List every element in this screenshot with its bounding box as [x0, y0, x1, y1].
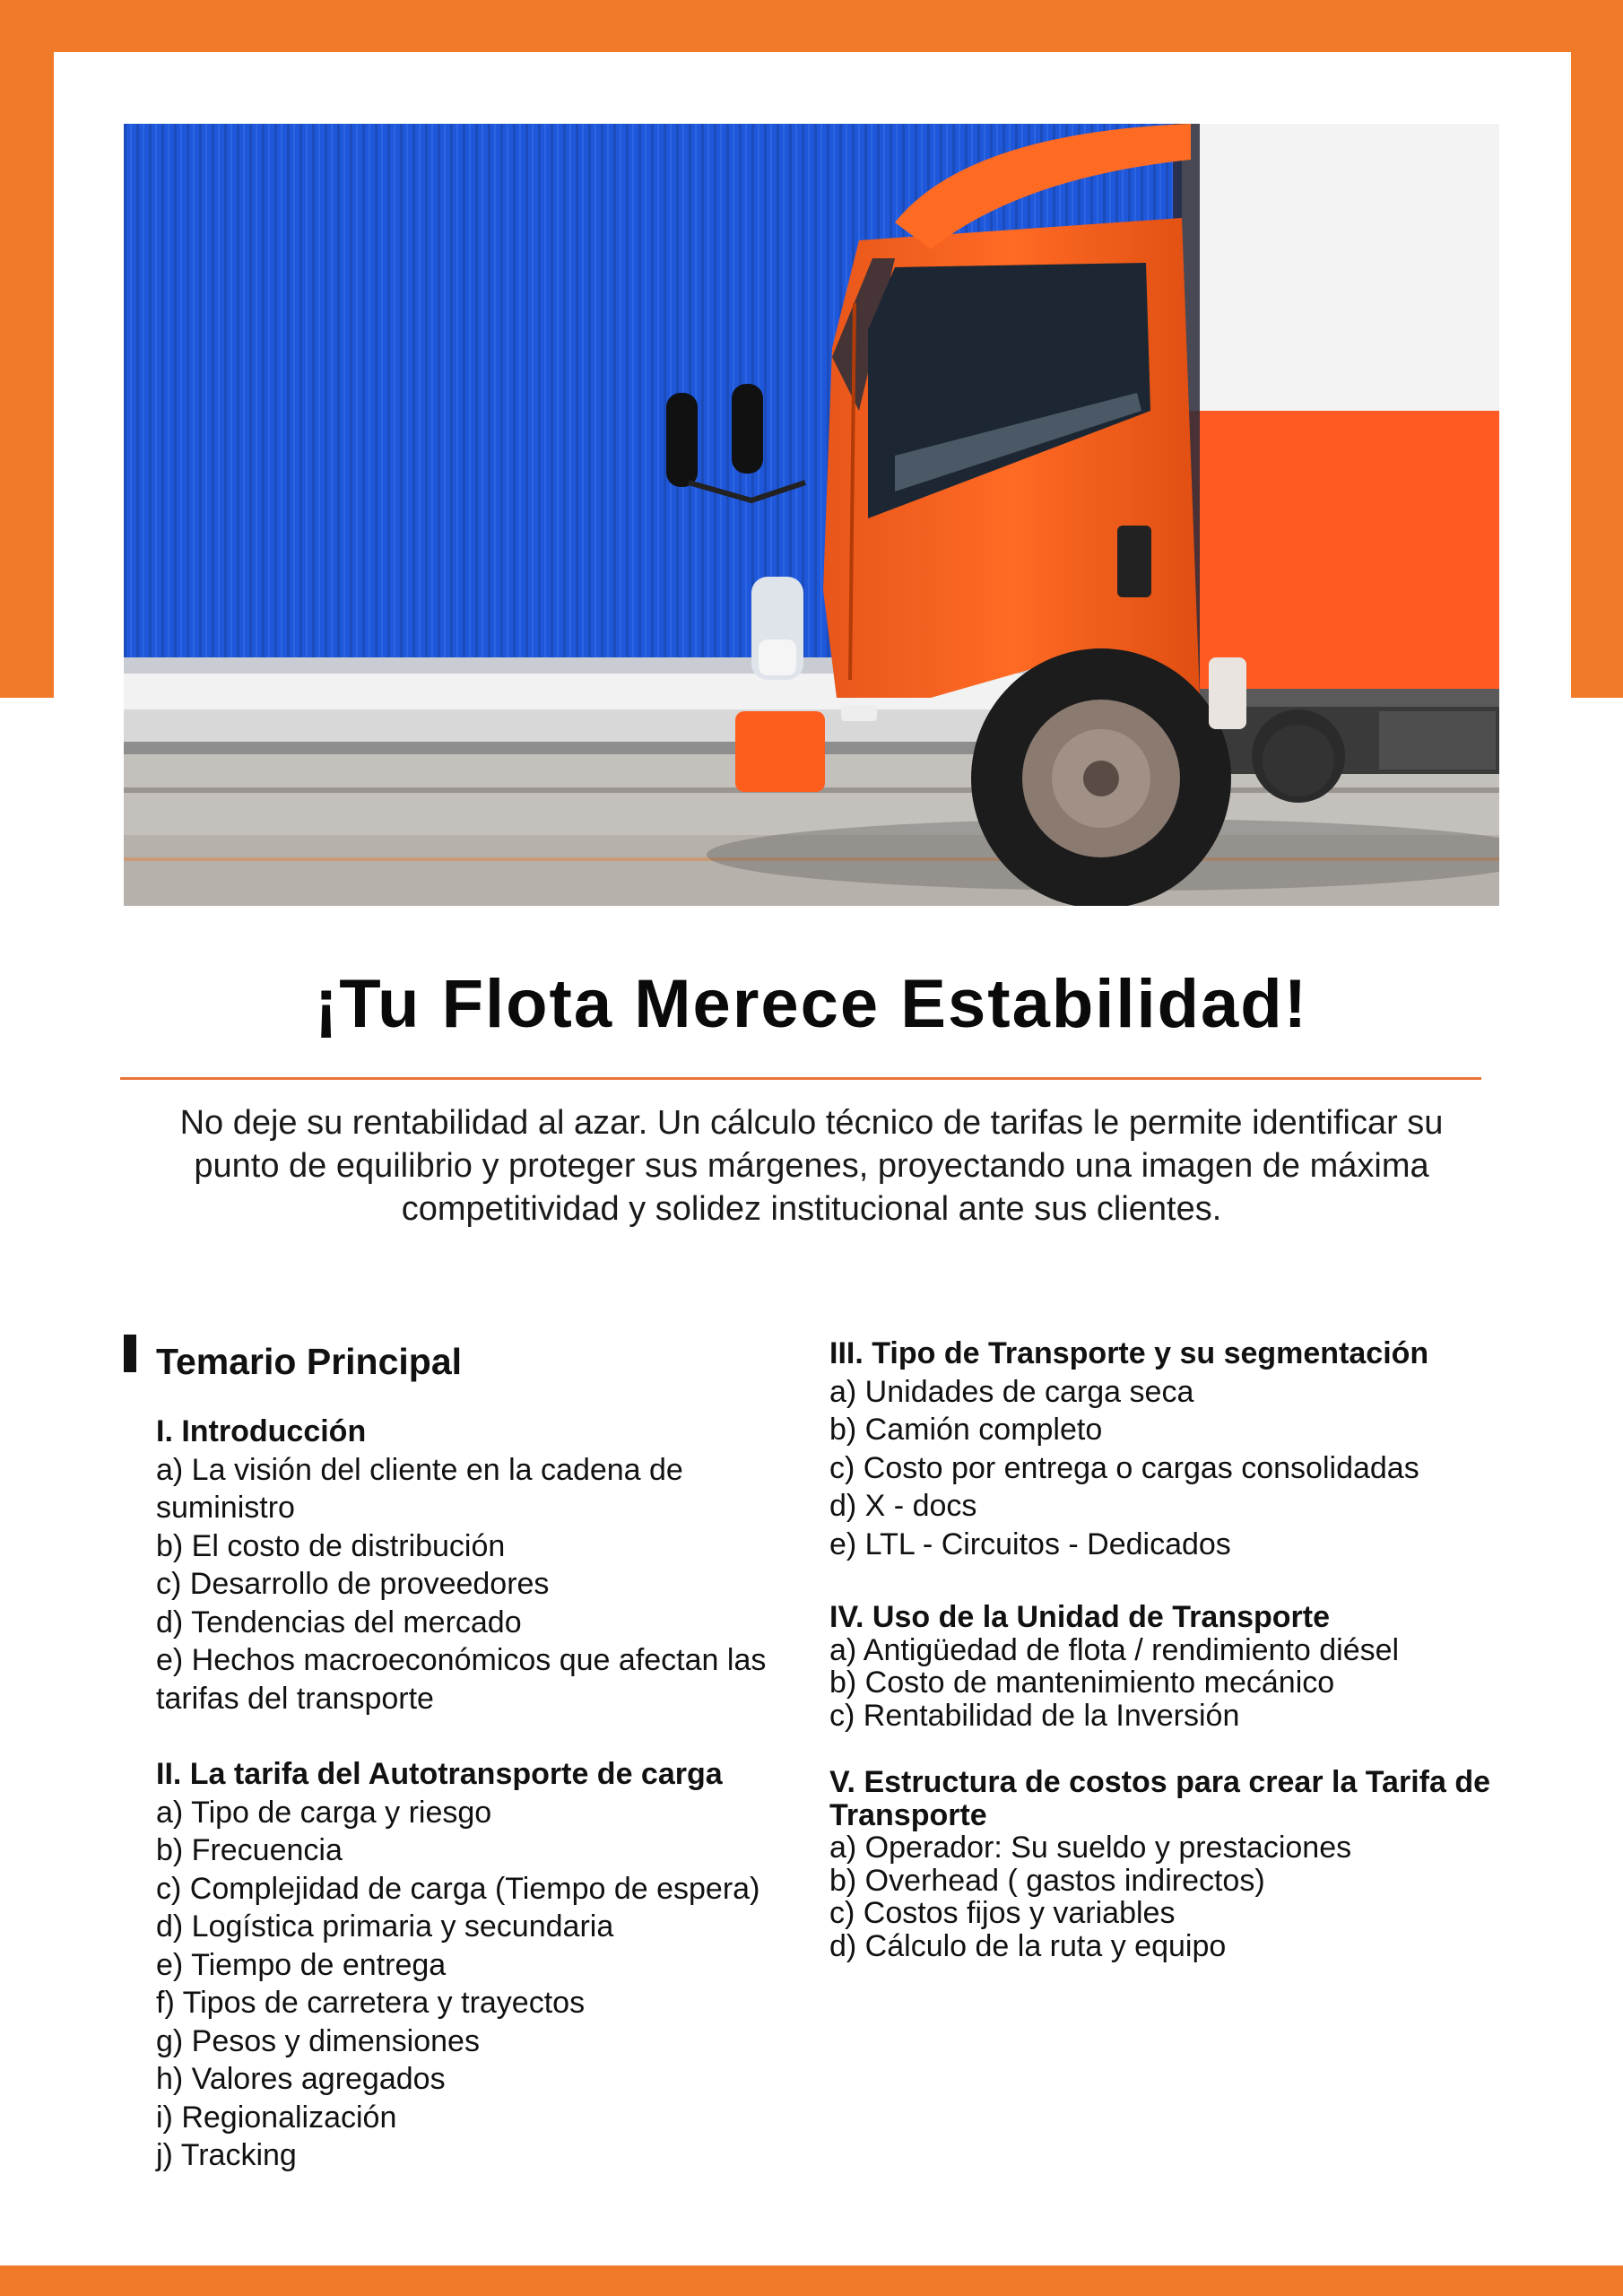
list-item: a) Antigüedad de flota / rendimiento diésel: [829, 1632, 1400, 1667]
list-item: b) El costo de distribución: [156, 1528, 506, 1563]
list-item: d) Cálculo de la ruta y equipo: [829, 1928, 1227, 1963]
list-item: c) Rentabilidad de la Inversión: [829, 1698, 1240, 1733]
list-item: e) Tiempo de entrega: [156, 1947, 447, 1982]
syllabus-section-2: [156, 1755, 793, 2175]
syllabus-column-right: [829, 1335, 1493, 1962]
section-title: I. Introducción: [156, 1414, 367, 1448]
list-item: e) LTL - Circuitos - Dedicados: [829, 1526, 1231, 1561]
orange-frame-bottom: [0, 2266, 1623, 2296]
section-title: II. La tarifa del Autotransporte de carga: [156, 1757, 723, 1791]
list-item: f) Tipos de carretera y trayectos: [156, 1986, 586, 2020]
page-title: ¡Tu Flota Merece Estabilidad!: [314, 966, 1309, 1042]
list-item: c) Complejidad de carga (Tiempo de espera): [156, 1871, 760, 1906]
list-item: b) Frecuencia: [156, 1833, 343, 1867]
section-title: V. Estructura de costos para crear la Tarifa de Transporte: [829, 1765, 1490, 1832]
list-item: i) Regionalización: [156, 2100, 397, 2135]
list-item: d) X - docs: [829, 1489, 977, 1523]
list-item: h) Valores agregados: [156, 2062, 446, 2096]
syllabus-section-4: [829, 1601, 1493, 1732]
section-items: [829, 1634, 1493, 1733]
list-item: a) Operador: Su sueldo y prestaciones: [829, 1831, 1352, 1865]
list-item: b) Camión completo: [829, 1413, 1103, 1447]
section-items: [156, 1794, 793, 2175]
list-item: c) Costo por entrega o cargas consolidadas: [829, 1450, 1419, 1485]
orange-frame-top: [0, 0, 1623, 52]
orange-frame-left: [0, 0, 54, 698]
section-items: [829, 1373, 1493, 1564]
section-items: [829, 1831, 1493, 1962]
list-item: d) Logística primaria y secundaria: [156, 1909, 614, 1944]
syllabus-section-1: [156, 1413, 793, 1718]
list-item: c) Costos fijos y variables: [829, 1896, 1176, 1930]
syllabus-column-left: [156, 1413, 793, 2175]
list-item: e) Hechos macroeconómicos que afectan las tarifas del transporte: [156, 1643, 767, 1716]
section-items: [156, 1451, 793, 1718]
section-title: III. Tipo de Transporte y su segmentación: [829, 1336, 1429, 1370]
section-title: IV. Uso de la Unidad de Transporte: [829, 1600, 1330, 1634]
title-divider: [120, 1077, 1481, 1080]
list-item: a) Unidades de carga seca: [829, 1374, 1194, 1409]
list-item: b) Costo de mantenimiento mecánico: [829, 1665, 1335, 1700]
list-item: c) Desarrollo de proveedores: [156, 1567, 550, 1601]
syllabus-section-5: [829, 1766, 1493, 1962]
list-item: a) La visión del cliente en la cadena de suministro: [156, 1452, 683, 1525]
list-item: b) Overhead ( gastos indirectos): [829, 1863, 1265, 1898]
list-item: g) Pesos y dimensiones: [156, 2023, 480, 2058]
syllabus-heading: Temario Principal: [156, 1341, 463, 1382]
section-marker-bar: [124, 1335, 136, 1372]
syllabus-section-3: [829, 1335, 1493, 1563]
list-item: d) Tendencias del mercado: [156, 1605, 522, 1639]
orange-frame-right: [1571, 0, 1623, 698]
list-item: j) Tracking: [156, 2138, 297, 2172]
list-item: a) Tipo de carga y riesgo: [156, 1795, 492, 1830]
hero-truck-photo: [124, 124, 1499, 906]
lead-paragraph: No deje su rentabilidad al azar. Un cálculo técnico de tarifas le permite identificar su punto de equilibrio y proteger sus márgenes, proyectando una imagen de máxima competitividad y solidez institucional ante sus clientes.: [179, 1104, 1444, 1228]
